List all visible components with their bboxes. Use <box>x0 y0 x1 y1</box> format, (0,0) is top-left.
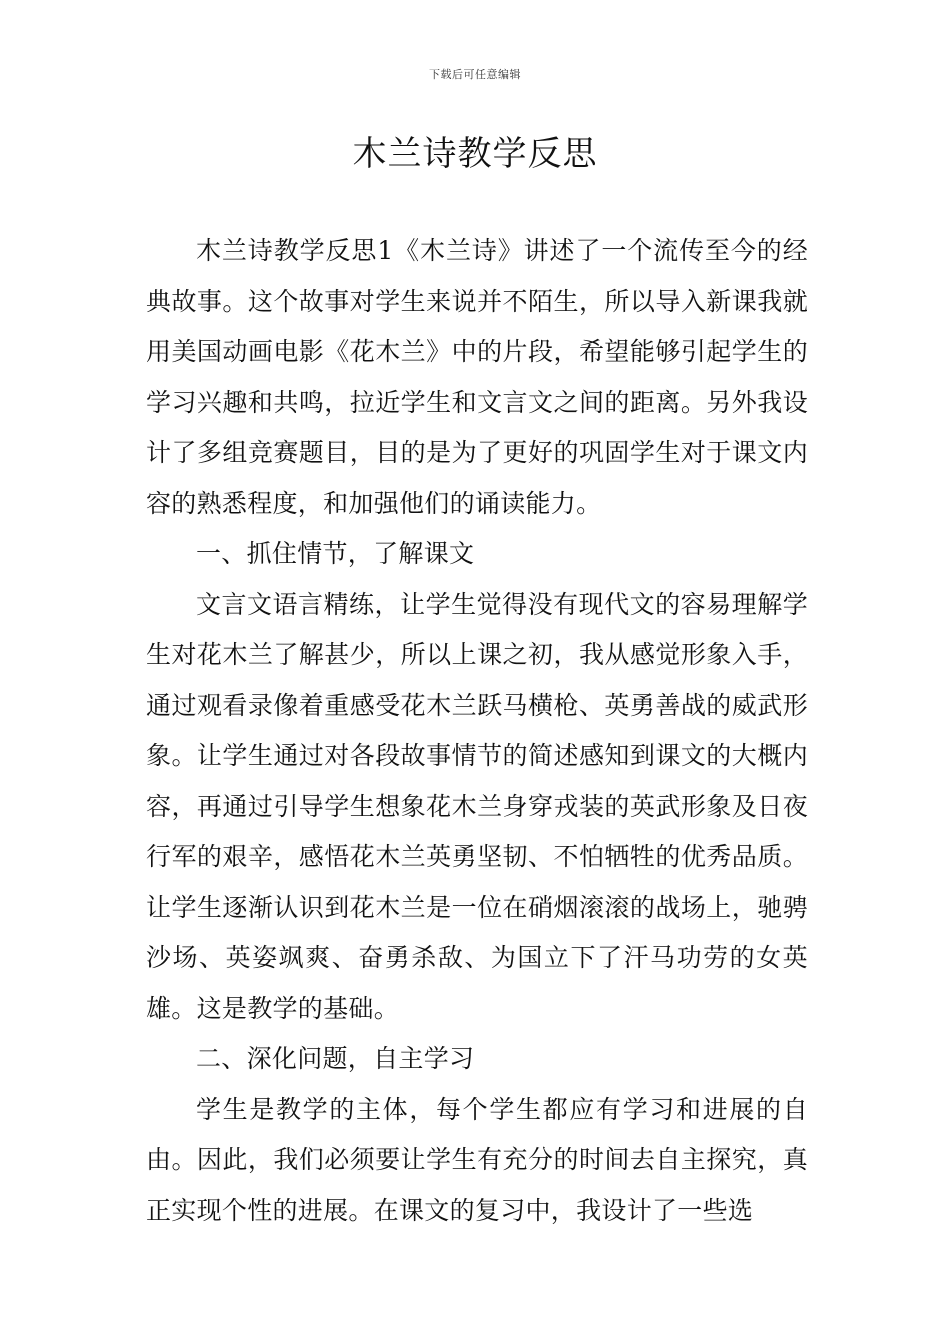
section-heading-1: 一、抓住情节，了解课文 <box>196 539 475 568</box>
document-body <box>146 226 808 1236</box>
header-note: 下载后可任意编辑 <box>429 68 521 81</box>
paragraph-section-2: 学生是教学的主体，每个学生都应有学习和进展的自由。因此，我们必须要让学生有充分的时间去自主探究，真正实现个性的进展。在课文的复习中，我设计了一些选 <box>146 1094 808 1225</box>
document-title: 木兰诗教学反思 <box>352 134 598 174</box>
paragraph-intro: 木兰诗教学反思1《木兰诗》讲述了一个流传至今的经典故事。这个故事对学生来说并不陌生，所以导入新课我就用美国动画电影《花木兰》中的片段，希望能够引起学生的学习兴趣和共鸣，拉近学生和文言文之间的距离。另外我设计了多组竞赛题目，目的是为了更好的巩固学生对于课文内容的熟悉程度，和加强他们的诵读能力。 <box>146 236 808 518</box>
paragraph-section-1: 文言文语言精练，让学生觉得没有现代文的容易理解学生对花木兰了解甚少，所以上课之初，我从感觉形象入手，通过观看录像着重感受花木兰跃马横枪、英勇善战的威武形象。让学生通过对各段故事情节的简述感知到课文的大概内容，再通过引导学生想象花木兰身穿戎装的英武形象及日夜行军的艰辛，感悟花木兰英勇坚韧、不怕牺牲的优秀品质。让学生逐渐认识到花木兰是一位在硝烟滚滚的战场上，驰骋沙场、英姿飒爽、奋勇杀敌、为国立下了汗马功劳的女英雄。这是教学的基础。 <box>146 589 808 1023</box>
section-heading-2: 二、深化问题，自主学习 <box>196 1044 475 1073</box>
